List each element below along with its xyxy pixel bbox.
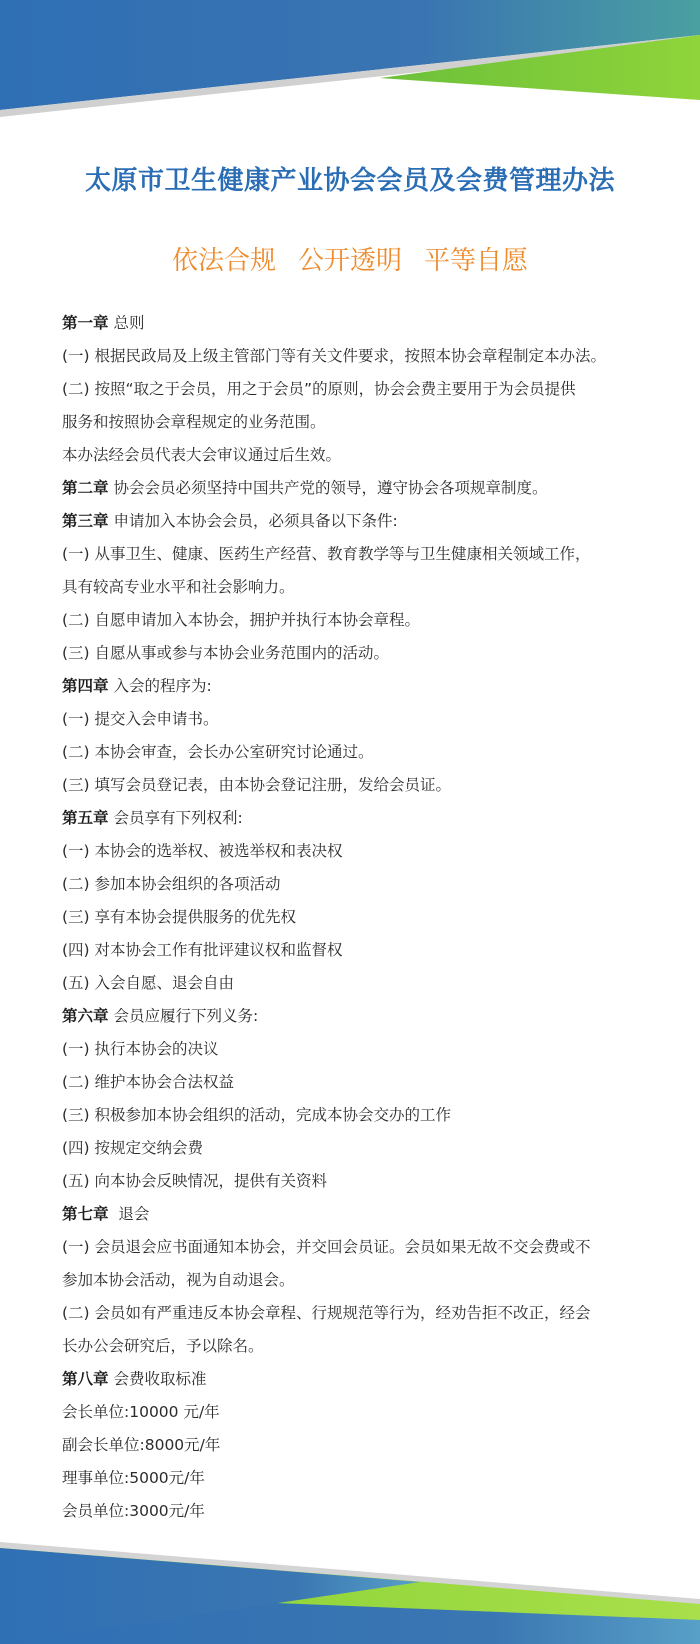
body-text-line xyxy=(62,1132,652,1165)
body-text-line xyxy=(62,1066,652,1099)
body-text-line xyxy=(62,934,652,967)
document-title: 太原市卫生健康产业协会会员及会费管理办法 xyxy=(84,166,615,196)
line-text: (二) 本协会审查，会长办公室研究讨论通过。 xyxy=(62,743,374,761)
body-text-line xyxy=(62,571,652,604)
line-text: (二) 参加本协会组织的各项活动 xyxy=(62,875,281,893)
body-text-line xyxy=(62,1231,652,1264)
body-text-line xyxy=(62,1165,652,1198)
body-text-line xyxy=(62,736,652,769)
line-text: (二) 维护本协会合法权益 xyxy=(62,1073,235,1091)
body-text-line xyxy=(62,1264,652,1297)
body-text-line xyxy=(62,1495,652,1528)
body-text-line xyxy=(62,406,652,439)
body-text-line xyxy=(62,703,652,736)
body-text-line xyxy=(62,1297,652,1330)
line-text: (一) 会员退会应书面通知本协会，并交回会员证。会员如果无故不交会费或不 xyxy=(62,1238,591,1256)
line-text: 总则 xyxy=(108,314,145,332)
chapter-number: 第八章 xyxy=(62,1370,109,1388)
line-text: 申请加入本协会会员，必须具备以下条件: xyxy=(108,512,398,530)
line-text: 协会会员必须坚持中国共产党的领导，遵守协会各项规章制度。 xyxy=(108,479,548,497)
chapter-number: 第六章 xyxy=(62,1007,109,1025)
line-text: (三) 享有本协会提供服务的优先权 xyxy=(62,908,297,926)
body-text-line xyxy=(62,835,652,868)
document-body xyxy=(62,307,652,1528)
line-text: 会员单位:3000元/年 xyxy=(62,1502,205,1520)
body-text-line xyxy=(62,1099,652,1132)
line-text: 退会 xyxy=(108,1205,150,1223)
chapter-heading-line xyxy=(62,505,652,538)
line-text: (一) 根据民政局及上级主管部门等有关文件要求，按照本协会章程制定本办法。 xyxy=(62,347,607,365)
body-text-line xyxy=(62,967,652,1000)
chapter-heading-line xyxy=(62,472,652,505)
line-text: (五) 向本协会反映情况，提供有关资料 xyxy=(62,1172,328,1190)
chapter-number: 第一章 xyxy=(62,314,109,332)
chapter-heading-line xyxy=(62,802,652,835)
chapter-heading-line xyxy=(62,670,652,703)
chapter-number: 第五章 xyxy=(62,809,109,827)
line-text: (三) 积极参加本协会组织的活动，完成本协会交办的工作 xyxy=(62,1106,452,1124)
chapter-heading-line xyxy=(62,1198,652,1231)
line-text: 理事单位:5000元/年 xyxy=(62,1469,205,1487)
line-text: 会员应履行下列义务: xyxy=(108,1007,259,1025)
top-banner-decoration xyxy=(0,0,700,125)
line-text: 会费收取标准 xyxy=(108,1370,207,1388)
line-text: (三) 填写会员登记表，由本协会登记注册，发给会员证。 xyxy=(62,776,452,794)
body-text-line xyxy=(62,769,652,802)
body-text-line xyxy=(62,604,652,637)
body-text-line xyxy=(62,1429,652,1462)
line-text: (一) 提交入会申请书。 xyxy=(62,710,219,728)
line-text: 参加本协会活动，视为自动退会。 xyxy=(62,1271,295,1289)
line-text: (一) 本协会的选举权、被选举权和表决权 xyxy=(62,842,343,860)
body-text-line xyxy=(62,439,652,472)
line-text: (五) 入会自愿、退会自由 xyxy=(62,974,235,992)
line-text: (二) 自愿申请加入本协会，拥护并执行本协会章程。 xyxy=(62,611,421,629)
line-text: (二) 按照“取之于会员，用之于会员”的原则，协会会费主要用于为会员提供 xyxy=(62,380,576,398)
chapter-heading-line xyxy=(62,1000,652,1033)
chapter-heading-line xyxy=(62,1363,652,1396)
line-text: 长办公会研究后，予以除名。 xyxy=(62,1337,264,1355)
line-text: (二) 会员如有严重违反本协会章程、行规规范等行为，经劝告拒不改正，经会 xyxy=(62,1304,591,1322)
line-text: 本办法经会员代表大会审议通过后生效。 xyxy=(62,446,342,464)
chapter-heading-line xyxy=(62,307,652,340)
slogan-phrase-1: 依法合规 xyxy=(171,246,276,276)
body-text-line xyxy=(62,538,652,571)
body-text-line xyxy=(62,868,652,901)
body-text-line xyxy=(62,373,652,406)
line-text: (一) 从事卫生、健康、医药生产经营、教育教学等与卫生健康相关领域工作， xyxy=(62,545,591,563)
chapter-number: 第七章 xyxy=(62,1205,109,1223)
line-text: 服务和按照协会章程规定的业务范围。 xyxy=(62,413,326,431)
line-text: (三) 自愿从事或参与本协会业务范围内的活动。 xyxy=(62,644,390,662)
line-text: (四) 按规定交纳会费 xyxy=(62,1139,204,1157)
bottom-banner-decoration xyxy=(0,1534,700,1644)
line-text: 入会的程序为: xyxy=(108,677,212,695)
line-text: 具有较高专业水平和社会影响力。 xyxy=(62,578,295,596)
body-text-line xyxy=(62,340,652,373)
chapter-number: 第三章 xyxy=(62,512,109,530)
slogan xyxy=(0,240,700,277)
chapter-number: 第四章 xyxy=(62,677,109,695)
body-text-line xyxy=(62,1033,652,1066)
line-text: (四) 对本协会工作有批评建议权和监督权 xyxy=(62,941,343,959)
line-text: 会员享有下列权利: xyxy=(108,809,243,827)
slogan-phrase-3: 平等自愿 xyxy=(424,246,529,276)
line-text: (一) 执行本协会的决议 xyxy=(62,1040,219,1058)
body-text-line xyxy=(62,1462,652,1495)
line-text: 副会长单位:8000元/年 xyxy=(62,1436,221,1454)
body-text-line xyxy=(62,637,652,670)
body-text-line xyxy=(62,1396,652,1429)
slogan-phrase-2: 公开透明 xyxy=(297,246,402,276)
chapter-number: 第二章 xyxy=(62,479,109,497)
body-text-line xyxy=(62,901,652,934)
line-text: 会长单位:10000 元/年 xyxy=(62,1403,220,1421)
body-text-line xyxy=(62,1330,652,1363)
